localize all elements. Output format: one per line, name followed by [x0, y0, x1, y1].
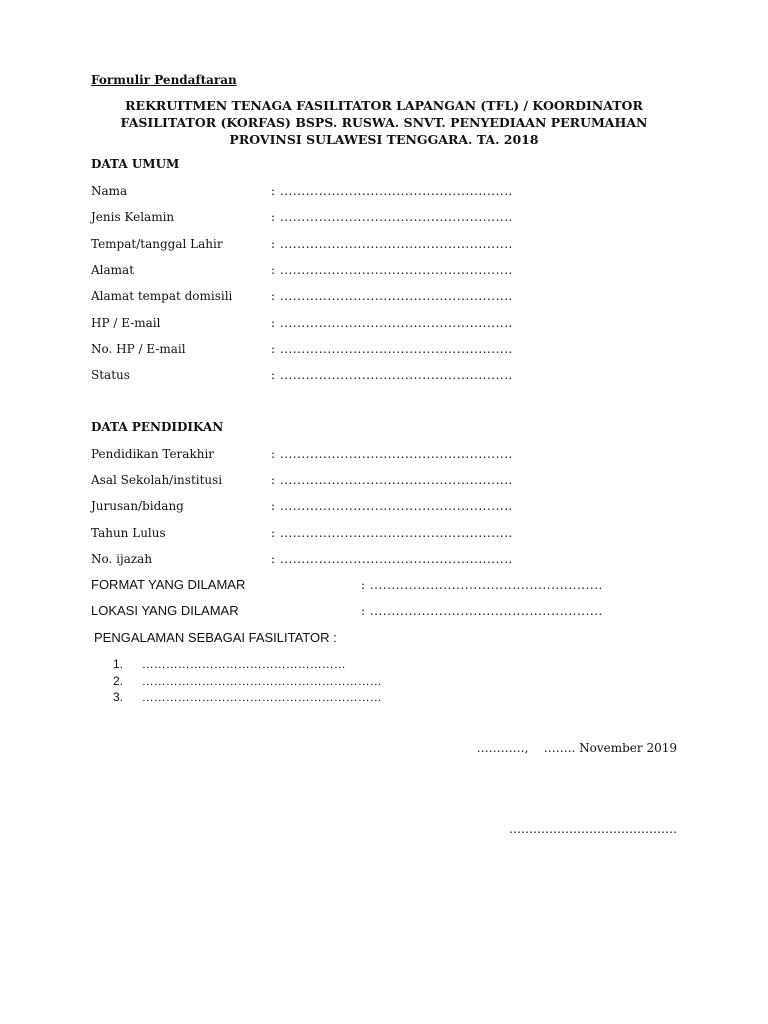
field-label-alamat-domisili: Alamat tempat domisili — [91, 289, 233, 303]
list-item-number: 2. — [113, 674, 124, 688]
list-item-number: 3. — [113, 690, 124, 704]
field-value-hp-email[interactable]: : ...................................................... — [271, 316, 513, 330]
field-label-no-ijazah: No. ijazah — [91, 552, 153, 566]
field-value-no-ijazah[interactable]: : ...................................................... — [271, 552, 513, 566]
field-label-hp-email: HP / E-mail — [91, 316, 161, 330]
title-line-2: FASILITATOR (KORFAS) BSPS. RUSWA. SNVT. PENYEDIAAN PERUMAHAN — [120, 115, 648, 130]
list-item — [113, 690, 382, 704]
field-label-asal-sekolah: Asal Sekolah/institusi — [91, 473, 223, 487]
data-umum-heading: DATA UMUM — [91, 157, 180, 171]
list-item — [113, 674, 382, 688]
field-value-tahun-lulus[interactable]: : ...................................................... — [271, 526, 513, 540]
data-pendidikan-heading: DATA PENDIDIKAN — [91, 420, 224, 434]
field-value-status[interactable]: : ...................................................... — [271, 368, 513, 382]
list-item-text[interactable]: …………………………………………………… — [141, 690, 382, 704]
field-label-lokasi-dilamar: LOKASI YANG DILAMAR — [91, 603, 239, 618]
field-value-format-dilamar[interactable]: : ...................................................... — [361, 578, 603, 592]
field-label-pendidikan-terakhir: Pendidikan Terakhir — [91, 447, 215, 461]
field-value-asal-sekolah[interactable]: : ...................................................... — [271, 473, 513, 487]
list-item-text[interactable]: …………………………………………… — [141, 657, 346, 671]
signature-line[interactable]: …………………………………… — [509, 822, 677, 836]
field-label-format-dilamar: FORMAT YANG DILAMAR — [91, 577, 246, 592]
field-value-nama[interactable]: : ...................................................... — [271, 184, 513, 198]
field-label-jenis-kelamin: Jenis Kelamin — [91, 210, 175, 224]
list-item — [113, 657, 346, 671]
field-label-tahun-lulus: Tahun Lulus — [91, 526, 166, 540]
field-label-alamat: Alamat — [91, 263, 135, 277]
field-value-alamat-domisili[interactable]: : ...................................................... — [271, 289, 513, 303]
field-label-tempat-tanggal-lahir: Tempat/tanggal Lahir — [91, 237, 223, 251]
list-item-number: 1. — [113, 657, 124, 671]
field-value-pendidikan-terakhir[interactable]: : ...................................................... — [271, 447, 513, 461]
date-line[interactable]: …………, …….. November 2019 — [476, 741, 677, 755]
field-value-no-hp-email[interactable]: : ...................................................... — [271, 342, 513, 356]
field-value-lokasi-dilamar[interactable]: : ...................................................... — [361, 604, 603, 618]
field-value-alamat[interactable]: : ...................................................... — [271, 263, 513, 277]
field-label-jurusan: Jurusan/bidang — [91, 499, 184, 513]
experience-heading: PENGALAMAN SEBAGAI FASILITATOR : — [94, 630, 337, 645]
title-line-1: REKRUITMEN TENAGA FASILITATOR LAPANGAN (TFL) / KOORDINATOR — [125, 98, 643, 113]
field-value-jurusan[interactable]: : ...................................................... — [271, 499, 513, 513]
title-line-3: PROVINSI SULAWESI TENGGARA. TA. 2018 — [229, 132, 539, 147]
field-value-tempat-tanggal-lahir[interactable]: : ...................................................... — [271, 237, 513, 251]
field-value-jenis-kelamin[interactable]: : ...................................................... — [271, 210, 513, 224]
list-item-text[interactable]: …………………………………………………… — [141, 674, 382, 688]
form-label: Formulir Pendaftaran — [91, 73, 237, 87]
field-label-status: Status — [91, 368, 130, 382]
field-label-no-hp-email: No. HP / E-mail — [91, 342, 186, 356]
field-label-nama: Nama — [91, 184, 128, 198]
